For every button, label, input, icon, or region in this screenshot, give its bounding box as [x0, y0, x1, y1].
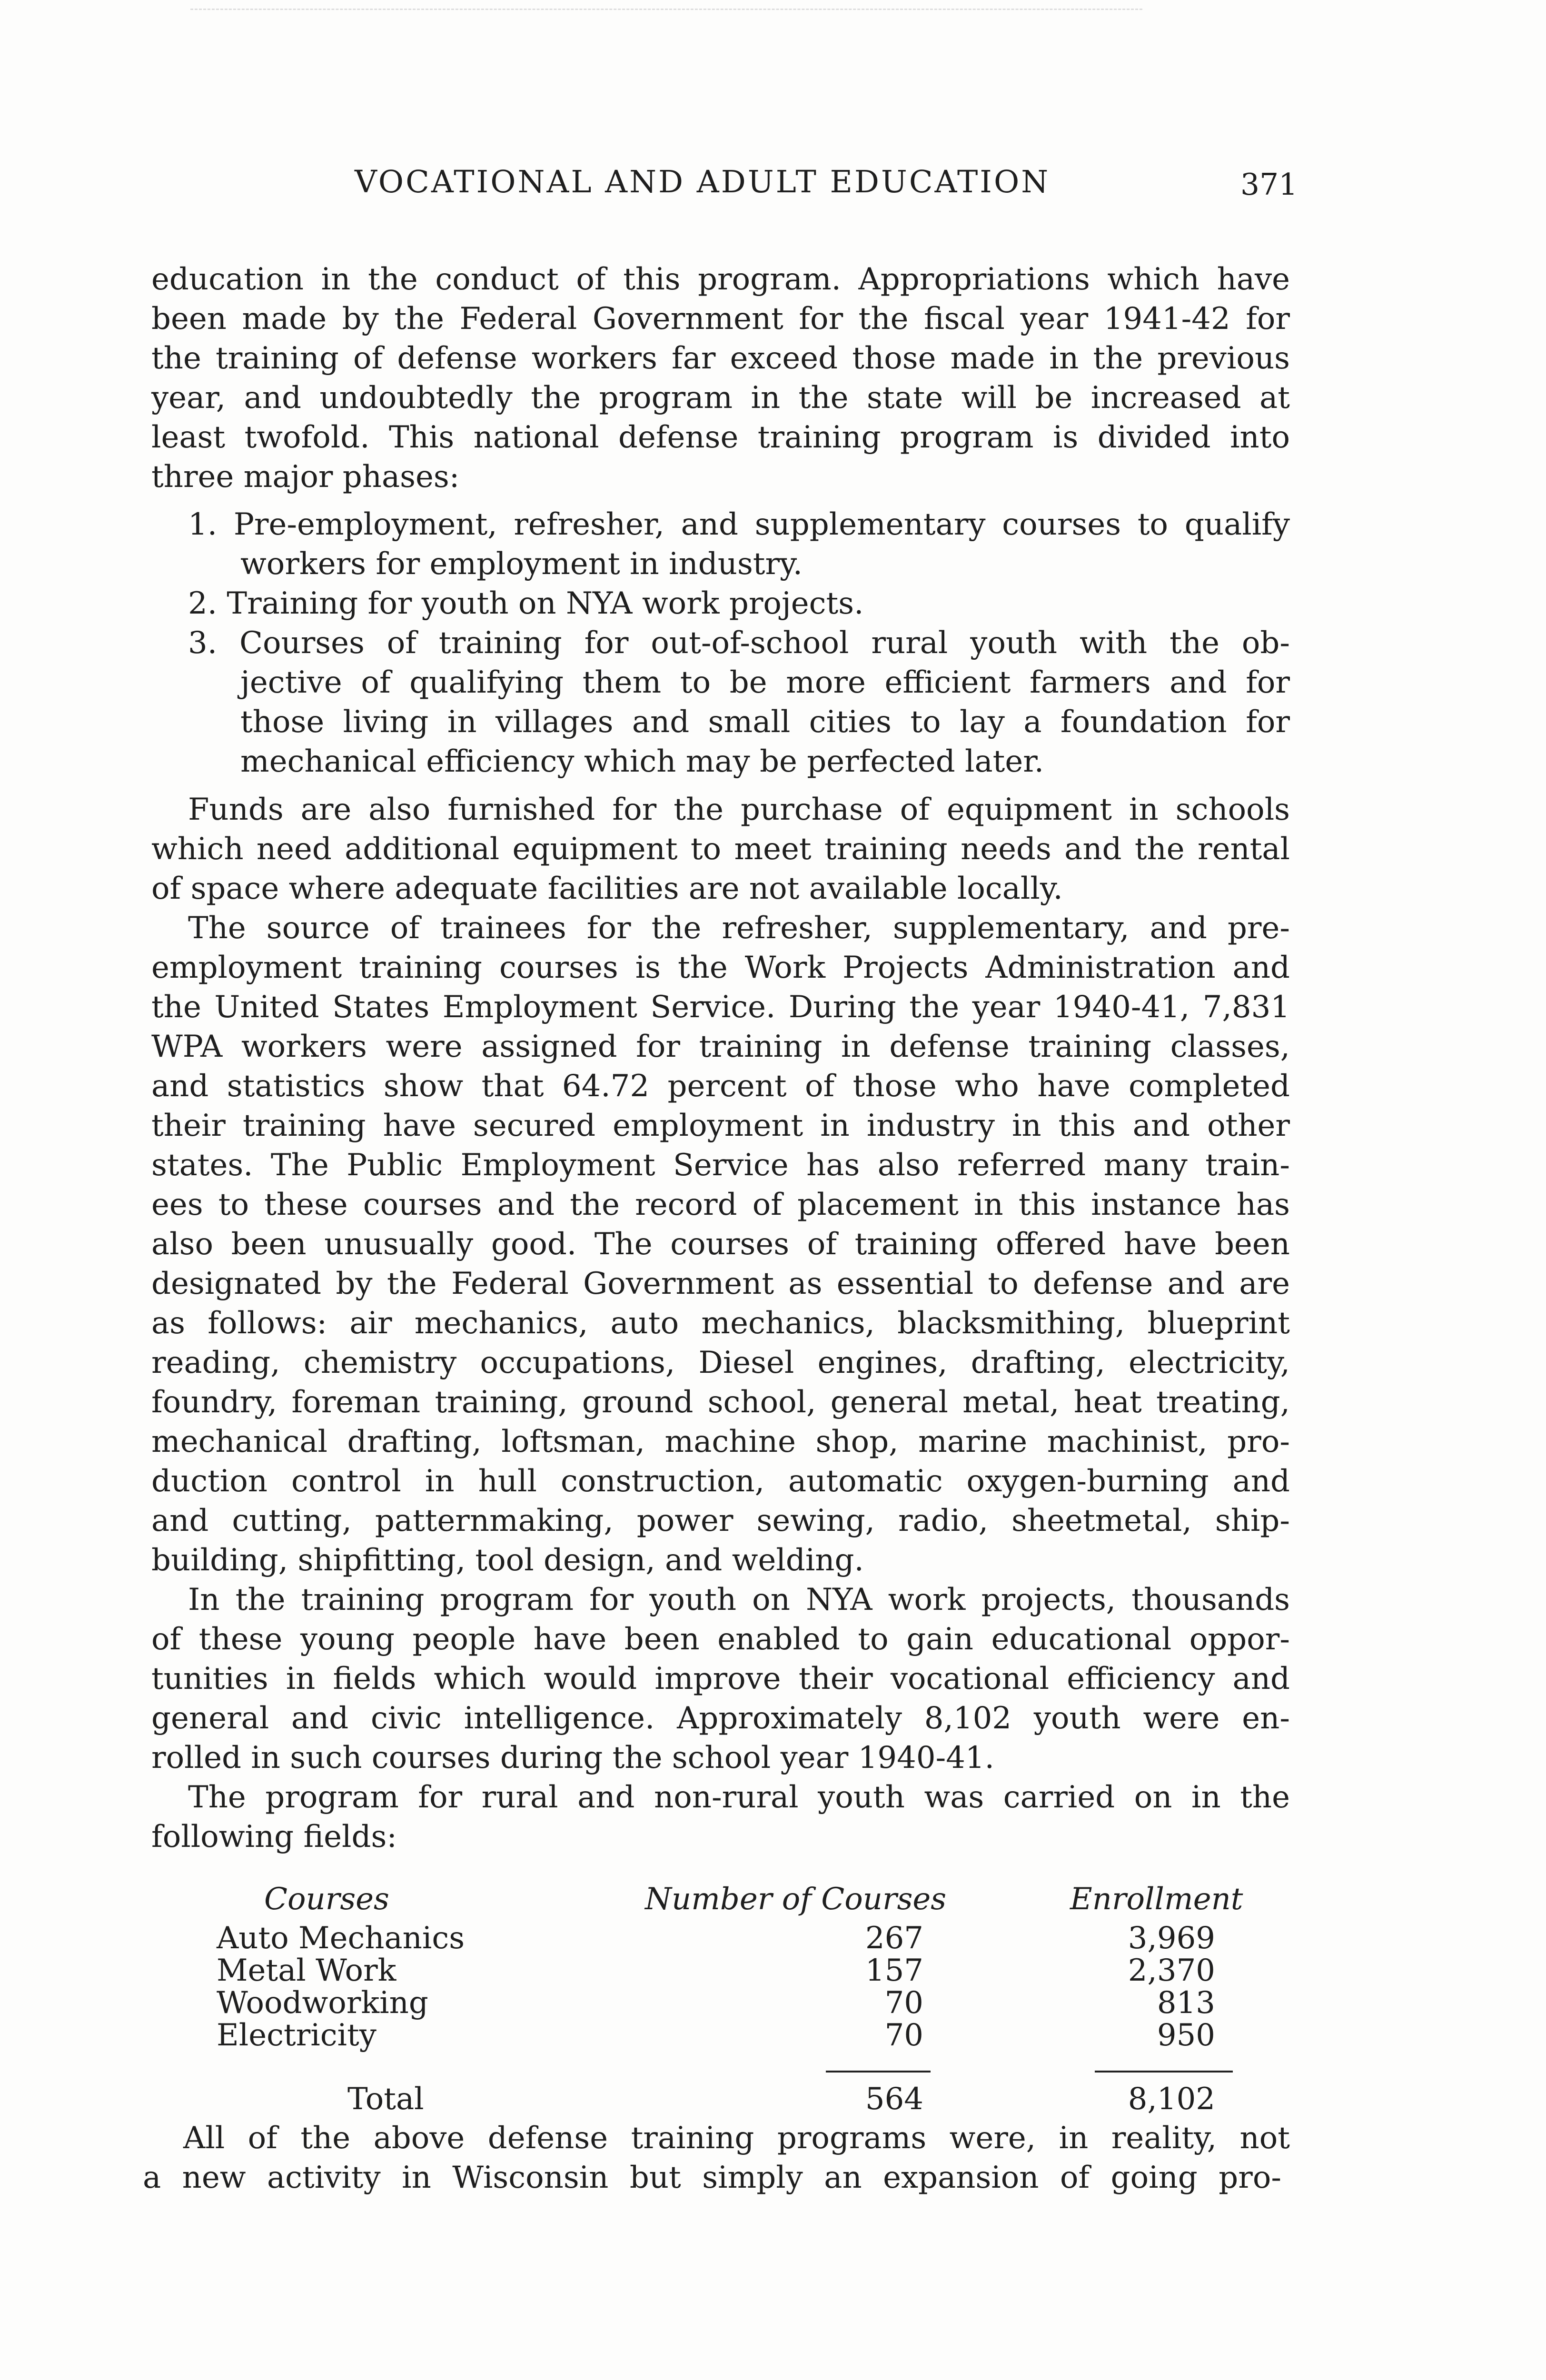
- table-row-course: Metal Work: [217, 1953, 396, 1988]
- table-header-enrollment: Enrollment: [1070, 1882, 1243, 1917]
- text-line: rolled in such courses during the school year 1940-41.: [151, 1740, 994, 1775]
- text-line: foundry, foreman training, ground school, general metal, heat treating,: [151, 1385, 1290, 1420]
- list-item-3-continued: jective of qualifying them to be more efficient farmers and for: [240, 665, 1290, 700]
- list-item-3-continued: mechanical efficiency which may be perfected later.: [240, 744, 1044, 779]
- text-line: designated by the Federal Government as essential to defense and are: [151, 1266, 1290, 1301]
- text-line: tunities in fields which would improve their vocational efficiency and: [151, 1661, 1290, 1696]
- text-line: All of the above defense training programs were, in reality, not: [183, 2121, 1290, 2156]
- text-line: The program for rural and non-rural youth was carried on in the: [188, 1780, 1290, 1815]
- text-line: duction control in hull construction, automatic oxygen-burning and: [151, 1464, 1290, 1499]
- text-line: been made by the Federal Government for the fiscal year 1941-42 for: [151, 301, 1290, 337]
- table-row-count: 157: [865, 1953, 923, 1988]
- table-header-courses: Courses: [264, 1882, 389, 1917]
- page-number: 371: [1240, 167, 1298, 202]
- text-line: The source of trainees for the refresher, supplementary, and pre-: [188, 911, 1290, 946]
- table-header-number-of-courses: Number of Courses: [645, 1882, 947, 1917]
- text-line: WPA workers were assigned for training in defense training classes,: [151, 1029, 1290, 1064]
- list-item-3-continued: those living in villages and small cities to lay a foundation for: [240, 704, 1290, 740]
- text-line: three major phases:: [151, 459, 460, 495]
- table-total-rule: [826, 2071, 931, 2073]
- text-line: the training of defense workers far exceed those made in the previous: [151, 341, 1290, 376]
- text-line: Funds are also furnished for the purchase of equipment in schools: [188, 792, 1290, 827]
- table-row-course: Auto Mechanics: [217, 1921, 465, 1956]
- text-line: mechanical drafting, loftsman, machine shop, marine machinist, pro-: [151, 1424, 1290, 1459]
- table-total-count: 564: [865, 2082, 923, 2117]
- list-item-1-continued: workers for employment in industry.: [240, 546, 803, 582]
- scan-artifact-marks: [190, 9, 1142, 15]
- table-row-count: 267: [865, 1921, 923, 1956]
- table-row-enrollment: 3,969: [1128, 1921, 1215, 1956]
- text-line: and statistics show that 64.72 percent of those who have completed: [151, 1069, 1290, 1104]
- text-line: as follows: air mechanics, auto mechanics, blacksmithing, blueprint: [151, 1306, 1290, 1341]
- table-row-course: Woodworking: [217, 1985, 428, 2021]
- text-line: general and civic intelligence. Approximately 8,102 youth were en-: [151, 1701, 1290, 1736]
- text-line: year, and undoubtedly the program in the state will be increased at: [151, 380, 1290, 416]
- table-row-count: 70: [884, 1985, 923, 2021]
- text-line: which need additional equipment to meet training needs and the rental: [151, 832, 1290, 867]
- text-line: In the training program for youth on NYA work projects, thousands: [188, 1582, 1290, 1617]
- text-line: their training have secured employment in industry in this and other: [151, 1108, 1290, 1143]
- text-line: states. The Public Employment Service has also referred many train-: [151, 1148, 1290, 1183]
- text-line: of these young people have been enabled to gain educational oppor-: [151, 1622, 1290, 1657]
- text-line: following fields:: [151, 1819, 397, 1854]
- text-line: and cutting, patternmaking, power sewing, radio, sheetmetal, ship-: [151, 1503, 1290, 1538]
- text-line: also been unusually good. The courses of training offered have been: [151, 1227, 1290, 1262]
- text-line: education in the conduct of this program. Appropriations which have: [151, 262, 1290, 297]
- table-row-count: 70: [884, 2018, 923, 2053]
- table-row-enrollment: 950: [1157, 2018, 1215, 2053]
- text-line: ees to these courses and the record of placement in this instance has: [151, 1187, 1290, 1222]
- table-row-enrollment: 813: [1157, 1985, 1215, 2021]
- text-line: reading, chemistry occupations, Diesel engines, drafting, electricity,: [151, 1345, 1290, 1380]
- table-total-label: Total: [347, 2082, 424, 2117]
- text-line: least twofold. This national defense training program is divided into: [151, 420, 1290, 455]
- table-total-rule: [1095, 2071, 1233, 2073]
- text-line: a new activity in Wisconsin but simply an expansion of going pro-: [143, 2160, 1281, 2195]
- text-line: of space where adequate facilities are not available locally.: [151, 871, 1063, 906]
- table-total-enrollment: 8,102: [1128, 2082, 1215, 2117]
- list-item-2: 2. Training for youth on NYA work projects.: [188, 586, 864, 621]
- running-title: VOCATIONAL AND ADULT EDUCATION: [355, 164, 1050, 200]
- text-line: employment training courses is the Work Projects Administration and: [151, 950, 1290, 985]
- text-line: building, shipfitting, tool design, and welding.: [151, 1543, 864, 1578]
- table-row-enrollment: 2,370: [1128, 1953, 1215, 1988]
- list-item-3: 3. Courses of training for out-of-school rural youth with the ob-: [188, 625, 1290, 661]
- table-row-course: Electricity: [217, 2018, 377, 2053]
- list-item-1: 1. Pre-employment, refresher, and supplementary courses to qualify: [188, 507, 1290, 542]
- text-line: the United States Employment Service. During the year 1940-41, 7,831: [151, 990, 1290, 1025]
